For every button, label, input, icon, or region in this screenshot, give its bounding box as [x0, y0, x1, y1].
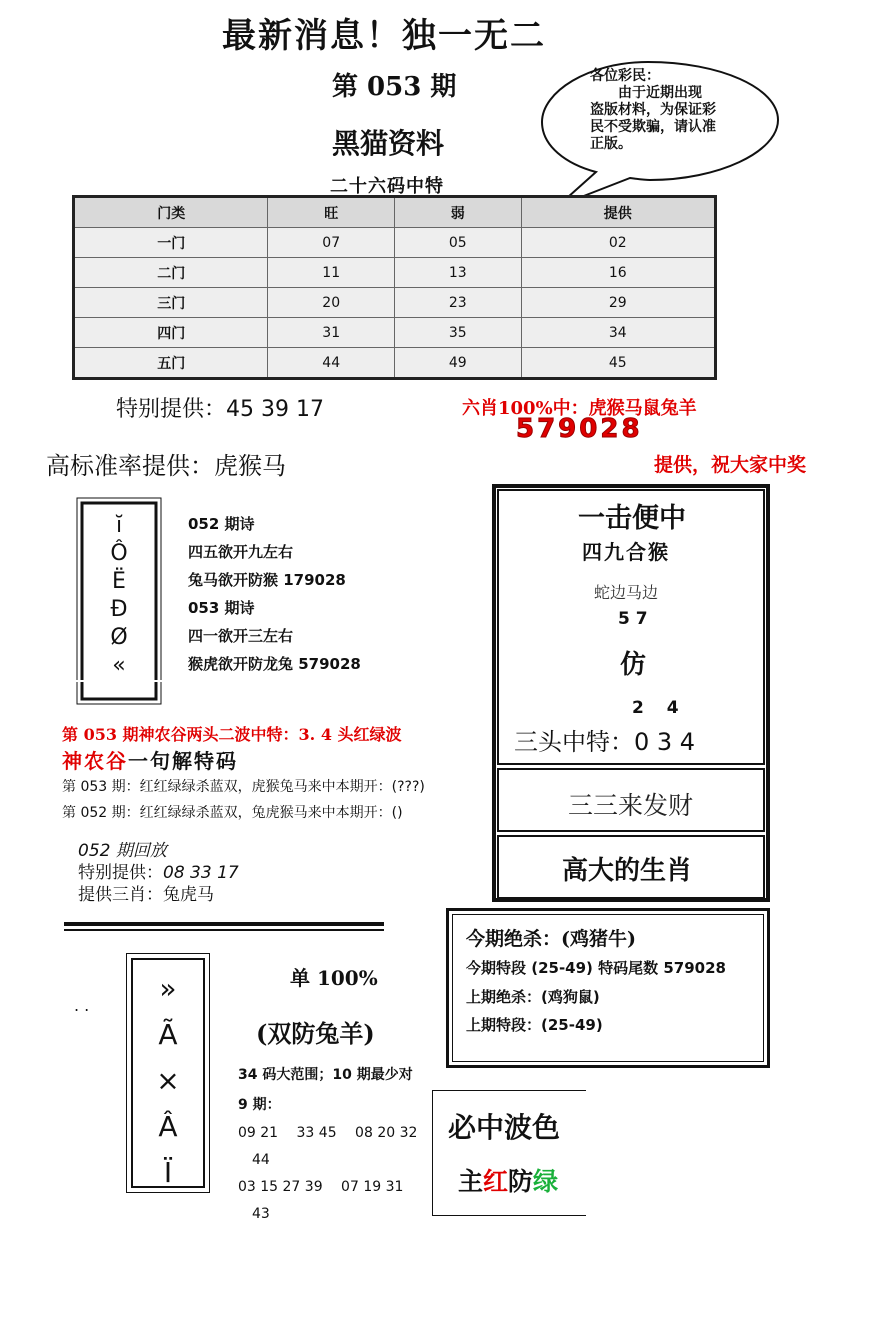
range-text [238, 1060, 413, 1120]
table-cell: 29 [521, 288, 715, 318]
one-hit-fang: 仿 [620, 650, 647, 680]
numbers-line: 03 15 27 39 07 19 31 [238, 1179, 404, 1195]
poem-line: 052 期诗 [188, 515, 255, 533]
poem-line: 兔马欲开防猴 179028 [188, 571, 346, 589]
one-hit-title: 一击便中 [578, 503, 686, 534]
shennong-line-052: 第 052 期：红红绿绿杀蓝双，兔虎猴马来中本期开：() [62, 805, 403, 821]
table-header-cell: 提供 [521, 197, 715, 228]
thanks-line: 提供，祝大家中奖 [654, 454, 807, 476]
divider [64, 929, 384, 931]
wave-color-line [458, 1162, 558, 1198]
table-header-cell: 弱 [394, 197, 521, 228]
replay-three: 提供三肖：兔虎马 [78, 885, 214, 905]
special-numbers: 45 39 17 [226, 397, 324, 422]
table-cell: 35 [394, 318, 521, 348]
bottom-glyph: Ï [163, 1156, 173, 1189]
table-cell: 二门 [74, 258, 268, 288]
bubble-notice [590, 68, 750, 153]
wave-green: 绿 [533, 1167, 559, 1196]
table-cell: 三门 [74, 288, 268, 318]
bubble-line: 各位彩民： [590, 68, 660, 84]
table-cell: 49 [394, 348, 521, 379]
double-guard: (双防兔羊) [256, 1019, 375, 1048]
bottom-glyph: Ã [158, 1018, 178, 1051]
bubble-line: 盗版材料，为保证彩 [590, 102, 716, 118]
kill-line-segment: 今期特段 (25-49) 特码尾数 579028 [466, 959, 726, 977]
numbers-line: 43 [238, 1206, 270, 1222]
table-cell: 16 [521, 258, 715, 288]
bubble-line: 由于近期出现 [590, 85, 702, 101]
table-cell: 44 [268, 348, 395, 379]
dots: . . [74, 996, 90, 1015]
page-title: 最新消息！独一无二 [222, 16, 546, 56]
shennong-sub-black: 一句解特码 [128, 749, 238, 773]
replay-title: 052 期回放 [78, 841, 167, 861]
kill-line-prev-segment: 上期特段：(25-49) [466, 1016, 603, 1034]
bubble-line: 民不受欺骗，请认准 [590, 119, 716, 135]
table-cell: 07 [268, 228, 395, 258]
high-value: 虎猴马 [214, 452, 286, 480]
table-row [74, 348, 716, 379]
poem-glyph: Ë [112, 569, 126, 594]
table-cell: 四门 [74, 318, 268, 348]
one-hit-side: 蛇边马边 [594, 583, 659, 602]
poem-glyph: Ô [110, 541, 128, 566]
numbers-table [72, 195, 717, 380]
issue-number: 第 053 期 [332, 72, 457, 102]
high-accuracy [46, 446, 286, 481]
wave-main-label: 主 [458, 1167, 484, 1196]
table-row [74, 318, 716, 348]
table-header-cell: 门类 [74, 197, 268, 228]
six-zodiac-line: 六肖100%中：虎猴马鼠兔羊 [462, 398, 697, 419]
single-100: 单 100% [290, 966, 378, 990]
poem-glyph: ĭ [115, 513, 123, 538]
section-title: 二十六码中特 [330, 176, 444, 197]
page-subtitle: 黑猫资料 [332, 127, 445, 160]
table-cell: 05 [394, 228, 521, 258]
table-cell: 31 [268, 318, 395, 348]
bottom-glyph: » [159, 972, 177, 1005]
table-cell: 02 [521, 228, 715, 258]
shennong-sub-red: 神农谷 [62, 749, 128, 773]
replay-special [78, 862, 239, 884]
table-row [74, 228, 716, 258]
table-cell: 20 [268, 288, 395, 318]
wave-guard-label: 防 [508, 1167, 534, 1196]
table-cell: 23 [394, 288, 521, 318]
poem-glyph: Ø [110, 625, 128, 650]
bottom-glyph: × [156, 1064, 180, 1097]
six-number: 579028 [516, 414, 643, 444]
poem-glyph: « [112, 653, 126, 678]
shennong-line-053: 第 053 期：红红绿绿杀蓝双，虎猴兔马来中本期开：(???) [62, 779, 425, 795]
table-cell: 11 [268, 258, 395, 288]
replay-section [78, 840, 239, 906]
poem-glyph: Ð [110, 597, 128, 622]
shennong-subtitle [62, 745, 238, 774]
replay-special-label: 特别提供： [78, 863, 163, 883]
poem-line: 猴虎欲开防龙兔 579028 [188, 655, 361, 673]
poem-line: 四五欲开九左右 [188, 543, 294, 561]
bottom-vertical-glyphs [146, 966, 190, 1196]
zodiac-text: 高大的生肖 [562, 856, 693, 886]
one-hit-nums2: 2 4 [632, 698, 679, 718]
table-row [74, 258, 716, 288]
high-label: 高标准率提供： [46, 452, 214, 480]
numbers-line: 09 21 33 45 08 20 32 [238, 1125, 418, 1141]
divider [64, 922, 384, 926]
shennong-title: 第 053 期神农谷两头二波中特：3. 4 头红绿波 [62, 725, 402, 744]
table-header-cell: 旺 [268, 197, 395, 228]
range-line: 9 期： [238, 1097, 281, 1113]
three-head-line: 三头中特：0 3 4 [514, 728, 696, 756]
table-cell: 13 [394, 258, 521, 288]
fortune-text: 三三来发财 [568, 791, 694, 820]
kill-line-current: 今期绝杀：(鸡猪牛) [466, 928, 636, 950]
one-hit-sub: 四九合猴 [582, 540, 670, 564]
poem-line: 四一欲开三左右 [188, 627, 294, 645]
special-provide [116, 392, 324, 423]
table-cell: 五门 [74, 348, 268, 379]
poem-vertical-glyphs [104, 512, 134, 680]
kill-box-text [466, 924, 726, 1038]
range-numbers [238, 1120, 417, 1228]
table-cell: 一门 [74, 228, 268, 258]
table-cell: 45 [521, 348, 715, 379]
one-hit-nums: 5 7 [618, 609, 648, 629]
kill-line-prev: 上期绝杀：(鸡狗鼠) [466, 988, 600, 1006]
wave-color-title: 必中波色 [448, 1111, 561, 1144]
poem-lines [188, 510, 361, 678]
table-header-row [74, 197, 716, 228]
bubble-line: 正版。 [590, 136, 632, 152]
wave-red: 红 [483, 1167, 509, 1196]
replay-special-value: 08 33 17 [163, 863, 239, 883]
poem-line: 053 期诗 [188, 599, 255, 617]
bottom-glyph: Â [158, 1110, 178, 1143]
table-row [74, 288, 716, 318]
range-line: 34 码大范围；10 期最少对 [238, 1067, 413, 1083]
table-cell: 34 [521, 318, 715, 348]
numbers-line: 44 [238, 1152, 270, 1168]
special-label: 特别提供： [116, 397, 227, 422]
